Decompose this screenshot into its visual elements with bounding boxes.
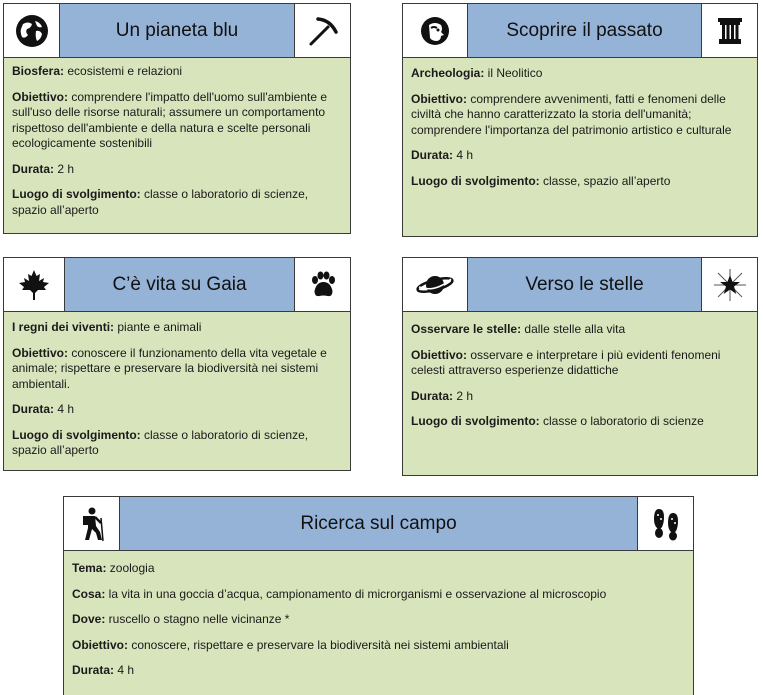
- card-title: C’è vita su Gaia: [112, 273, 247, 295]
- info-row: [72, 561, 685, 577]
- row-value: dalle stelle alla vita: [521, 322, 626, 336]
- paw-print-icon: [294, 258, 350, 311]
- row-value: piante e animali: [114, 320, 202, 334]
- card-header: [64, 497, 693, 551]
- row-label: Archeologia:: [411, 66, 485, 80]
- info-row: [12, 402, 342, 418]
- card-body: [4, 312, 350, 473]
- card-ce-vita-su-gaia: [3, 257, 351, 471]
- footprints-icon: [637, 497, 693, 550]
- row-label: Durata:: [12, 161, 55, 176]
- row-value: 2 h: [453, 388, 474, 403]
- card-body: [4, 58, 350, 232]
- row-label: Cosa:: [72, 586, 106, 601]
- card-body: [64, 551, 693, 693]
- card-scoprire-il-passato: [402, 3, 758, 237]
- card-header: [4, 258, 350, 312]
- card-title: Verso le stelle: [525, 273, 644, 295]
- row-value: 4 h: [453, 148, 474, 162]
- info-row: [12, 90, 342, 152]
- row-label: Luogo di svolgimento:: [411, 414, 540, 428]
- card-title: Un pianeta blu: [115, 19, 239, 41]
- card-title: Ricerca sul campo: [300, 512, 457, 534]
- row-value: classe o laboratorio di scienze, spazio all’aperto: [12, 427, 309, 457]
- row-label: Luogo di svolgimento:: [411, 173, 540, 188]
- info-row: [12, 320, 342, 336]
- info-row: [411, 148, 749, 164]
- row-label: Obiettivo:: [411, 91, 467, 106]
- info-row: [12, 64, 342, 80]
- info-row: [72, 663, 685, 679]
- card-header: [403, 4, 757, 58]
- saturn-icon: [403, 258, 468, 311]
- row-value: osservare e interpretare i più evidenti fenomeni celesti attraverso esperienze didattiche: [411, 347, 721, 377]
- row-value: il Neolitico: [484, 66, 543, 80]
- info-row: [411, 322, 749, 338]
- pickaxe-icon: [294, 4, 350, 57]
- row-value: classe o laboratorio di scienze: [539, 414, 704, 428]
- info-row: [411, 92, 749, 139]
- row-label: Obiettivo:: [12, 345, 68, 360]
- row-label: Luogo di svolgimento:: [12, 187, 141, 201]
- face-profile-icon: [403, 4, 468, 57]
- row-label: Biosfera:: [12, 64, 65, 78]
- globe-icon: [4, 4, 60, 57]
- row-value: classe o laboratorio di scienze, spazio all’aperto: [12, 187, 309, 217]
- card-body: [403, 58, 757, 203]
- info-row: [72, 587, 685, 603]
- row-label: Dove:: [72, 612, 106, 626]
- row-value: 4 h: [54, 402, 75, 416]
- row-value: ecosistemi e relazioni: [64, 64, 183, 78]
- row-label: Luogo di svolgimento:: [12, 427, 141, 442]
- row-label: Durata:: [72, 663, 115, 677]
- row-value: comprendere l'impatto dell'uomo sull'ambiente e sull'uso delle risorse naturali; assumere un comportamento rispettoso dell'ambiente e della natura e scelte personali ecologicamente sostenibili: [12, 89, 328, 150]
- info-row: [411, 348, 749, 379]
- info-row: [12, 346, 342, 393]
- card-header: [4, 4, 350, 58]
- row-value: 4 h: [114, 663, 135, 677]
- info-row: [12, 428, 342, 459]
- card-body: [403, 312, 757, 444]
- row-value: conoscere, rispettare e preservare la biodiversità nei sistemi ambientali: [128, 637, 509, 652]
- row-label: Obiettivo:: [72, 637, 128, 652]
- row-value: comprendere avvenimenti, fatti e fenomeni delle civiltà che hanno caratterizzato la storia dell'umanità; comprendere l'importanza del patrimonio artistico e culturale: [411, 91, 732, 137]
- card-header: [403, 258, 757, 312]
- row-value: zoologia: [106, 561, 155, 575]
- row-label: Durata:: [411, 388, 454, 403]
- info-row: [72, 612, 685, 628]
- info-row: [411, 389, 749, 405]
- info-row: [411, 66, 749, 82]
- row-label: Durata:: [411, 148, 454, 162]
- hiker-icon: [64, 497, 120, 550]
- card-un-pianeta-blu: [3, 3, 351, 234]
- info-row: [72, 638, 685, 654]
- row-label: Durata:: [12, 402, 55, 416]
- row-value: conoscere il funzionamento della vita vegetale e animale; rispettare e preservare la biodiversità nei sistemi ambientali.: [12, 345, 327, 391]
- info-row: [411, 174, 749, 190]
- row-value: la vita in una goccia d’acqua, campionamento di microrganismi e osservazione al microscopio: [105, 586, 607, 601]
- card-verso-le-stelle: [402, 257, 758, 476]
- star-burst-icon: [701, 258, 757, 311]
- column-icon: [701, 4, 757, 57]
- row-label: Obiettivo:: [411, 347, 467, 362]
- row-label: I regni dei viventi:: [12, 320, 115, 334]
- info-row: [411, 414, 749, 430]
- row-value: ruscello o stagno nelle vicinanze *: [105, 612, 290, 626]
- info-row: [12, 162, 342, 178]
- card-ricerca-sul-campo: [63, 496, 694, 695]
- row-label: Tema:: [72, 561, 107, 575]
- maple-leaf-icon: [4, 258, 65, 311]
- row-value: classe, spazio all’aperto: [539, 173, 671, 188]
- info-row: [12, 187, 342, 218]
- row-value: 2 h: [54, 161, 75, 176]
- card-title: Scoprire il passato: [506, 19, 663, 41]
- row-label: Osservare le stelle:: [411, 322, 522, 336]
- row-label: Obiettivo:: [12, 89, 68, 104]
